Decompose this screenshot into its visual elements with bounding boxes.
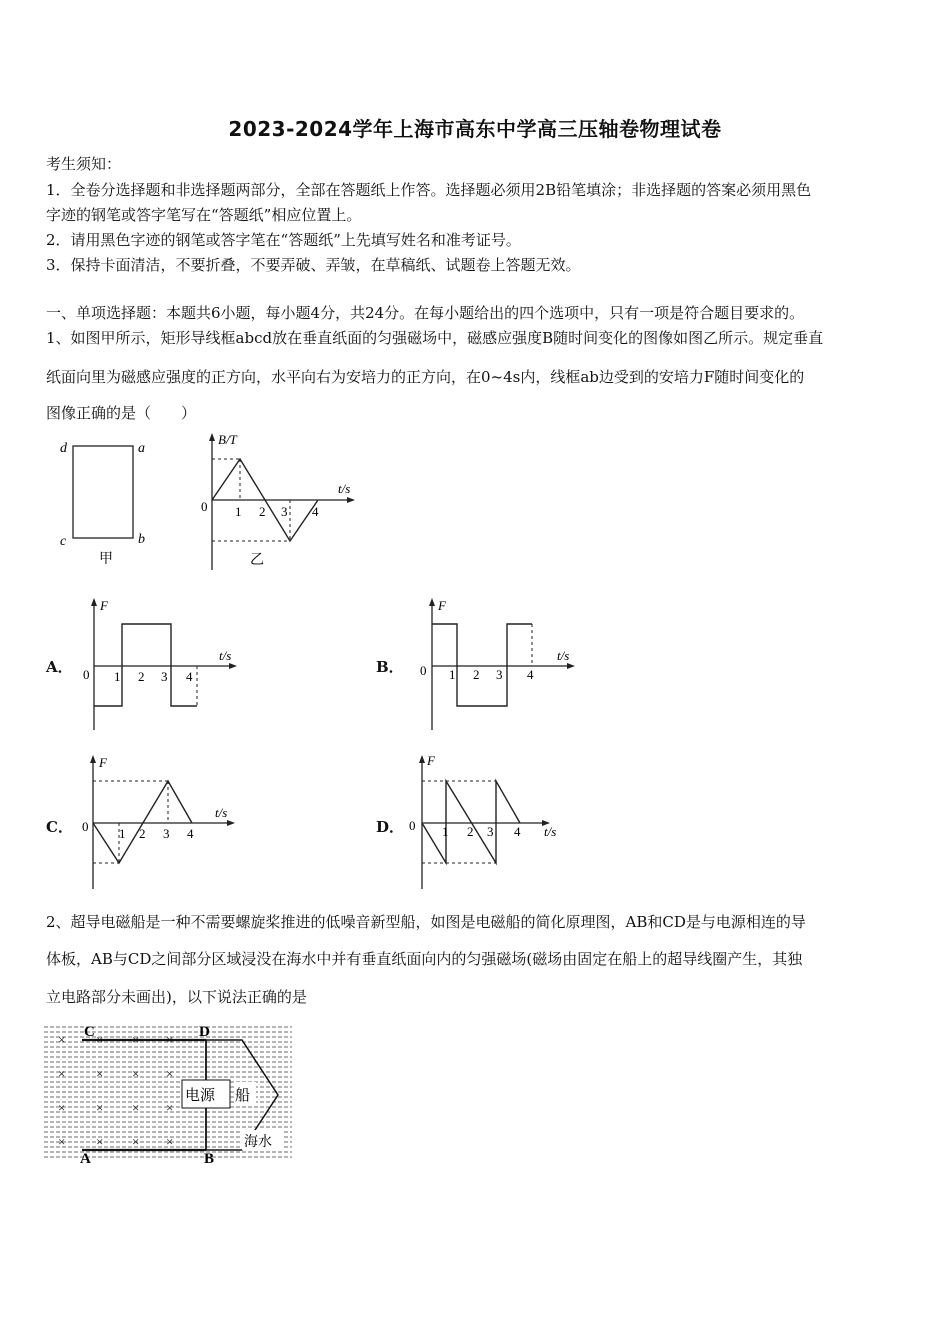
f-curve [94, 624, 197, 706]
tick-label: 1 [442, 824, 449, 839]
y-label: F [99, 755, 107, 770]
tick-label: 2 [467, 824, 474, 839]
tick-label: 1 [235, 504, 242, 519]
x-label: t/s [544, 824, 557, 839]
page-title: 2023-2024学年上海市高东中学高三压轴卷物理试卷 [228, 117, 722, 141]
tick-label: 4 [527, 667, 534, 682]
tick-label: 2 [473, 667, 480, 682]
origin-label: 0 [409, 818, 416, 833]
option-c-label: C． [46, 818, 73, 836]
option-a-graph [80, 595, 250, 735]
section-heading: 一、单项选择题：本题共6小题，每小题4分，共24分。在每小题给出的四个选项中，只有一项是符合题目要求的。 [46, 304, 805, 322]
figure-jia [55, 435, 155, 570]
x-label: t/s [219, 648, 232, 663]
q1-text: 纸面向里为磁感应强度的正方向，水平向右为安培力的正方向，在0~4s内，线框ab边受到的安培力F随时间变化的 [46, 368, 805, 386]
notice-heading: 考生须知： [46, 155, 122, 173]
tick-label: 2 [139, 826, 146, 841]
svg-text:×: × [96, 1134, 104, 1149]
figure-yi [195, 430, 365, 575]
option-a-label: A． [46, 658, 73, 676]
label-b: b [138, 532, 145, 547]
x-arrow [227, 820, 235, 826]
label-d: D [199, 1024, 210, 1040]
power-label: 电源 [185, 1088, 216, 1104]
q1-text: 1、如图甲所示，矩形导线框abcd放在垂直纸面的匀强磁场中，磁感应强度B随时间变化的图像如图乙所示。规定垂直 [46, 329, 824, 347]
caption-jia: 甲 [99, 552, 113, 567]
q2-text: 立电路部分未画出)，以下说法正确的是 [46, 988, 307, 1006]
svg-text:×: × [96, 1100, 104, 1115]
svg-text:×: × [58, 1134, 66, 1149]
tick-label: 4 [186, 669, 193, 684]
caption-yi: 乙 [250, 553, 264, 568]
tick-label: 1 [119, 826, 126, 841]
y-arrow [419, 755, 425, 763]
origin-label: 0 [83, 667, 90, 682]
notice-item: 字迹的钢笔或答字笔写在“答题纸”相应位置上。 [46, 206, 362, 224]
label-a: A [80, 1151, 91, 1165]
svg-text:×: × [96, 1032, 104, 1047]
f-curve [93, 781, 192, 863]
tick-label: 4 [187, 826, 194, 841]
tick-label: 1 [114, 669, 121, 684]
svg-text:×: × [166, 1134, 174, 1149]
f-curve [422, 781, 520, 863]
tick-label: 3 [161, 669, 168, 684]
tick-label: 3 [496, 667, 503, 682]
y-arrow [91, 598, 97, 606]
notice-item: 1．全卷分选择题和非选择题两部分，全部在答题纸上作答。选择题必须用2B铅笔填涂；非选择题的答案必须用黑色 [46, 181, 812, 199]
y-label: F [438, 598, 446, 613]
svg-text:×: × [58, 1032, 66, 1047]
label-c: C [84, 1024, 95, 1040]
y-label: F [427, 753, 435, 768]
y-arrow [429, 598, 435, 606]
y-arrow [90, 755, 96, 763]
x-arrow [229, 663, 237, 669]
tick-label: 3 [163, 826, 170, 841]
svg-text:×: × [166, 1100, 174, 1115]
svg-text:×: × [58, 1100, 66, 1115]
svg-text:×: × [166, 1066, 174, 1081]
label-a: a [138, 441, 145, 456]
origin-label: 0 [420, 663, 427, 678]
label-b: B [204, 1151, 215, 1165]
x-label: t/s [338, 481, 351, 496]
label-d: d [60, 441, 67, 456]
origin-label: 0 [82, 819, 89, 834]
x-arrow [347, 497, 355, 503]
option-d-graph [408, 752, 578, 892]
q2-text: 2、超导电磁船是一种不需要螺旋桨推进的低噪音新型船，如图是电磁船的简化原理图，AB和CD是与电源相连的导 [46, 913, 806, 931]
tick-label: 2 [138, 669, 145, 684]
tick-label: 1 [449, 667, 456, 682]
label-c: c [60, 534, 67, 549]
y-label: B/T [218, 432, 237, 447]
svg-text:×: × [166, 1032, 174, 1047]
y-label: F [100, 598, 108, 613]
svg-text:×: × [132, 1066, 140, 1081]
option-b-label: B． [376, 658, 404, 676]
q2-text: 体板，AB与CD之间部分区域浸没在海水中并有垂直纸面向内的匀强磁场(磁场由固定在船上的超导线圈产生，其独 [46, 950, 803, 968]
ship-diagram [44, 1020, 294, 1165]
sea-label: 海水 [244, 1135, 272, 1150]
tick-label: 3 [487, 824, 494, 839]
q1-text: 图像正确的是（ ） [46, 404, 197, 422]
svg-text:×: × [132, 1100, 140, 1115]
tick-label: 3 [281, 504, 288, 519]
notice-item: 2．请用黑色字迹的钢笔或答字笔在“答题纸”上先填写姓名和准考证号。 [46, 231, 521, 249]
svg-text:×: × [96, 1066, 104, 1081]
notice-item: 3．保持卡面清洁，不要折叠，不要弄破、弄皱，在草稿纸、试题卷上答题无效。 [46, 256, 581, 274]
svg-text:×: × [132, 1134, 140, 1149]
option-c-graph [80, 752, 250, 892]
x-label: t/s [215, 805, 228, 820]
ship-label: 船 [235, 1088, 251, 1104]
option-b-graph [418, 595, 588, 735]
tick-label: 4 [312, 504, 319, 519]
option-d-label: D． [376, 818, 405, 836]
x-label: t/s [557, 648, 570, 663]
tick-label: 4 [514, 824, 521, 839]
y-arrow [209, 433, 215, 441]
svg-text:×: × [132, 1032, 140, 1047]
f-curve [432, 624, 532, 706]
origin-label: 0 [201, 499, 208, 514]
tick-label: 2 [259, 504, 266, 519]
svg-text:×: × [58, 1066, 66, 1081]
x-arrow [567, 663, 575, 669]
wire-frame [73, 446, 133, 538]
